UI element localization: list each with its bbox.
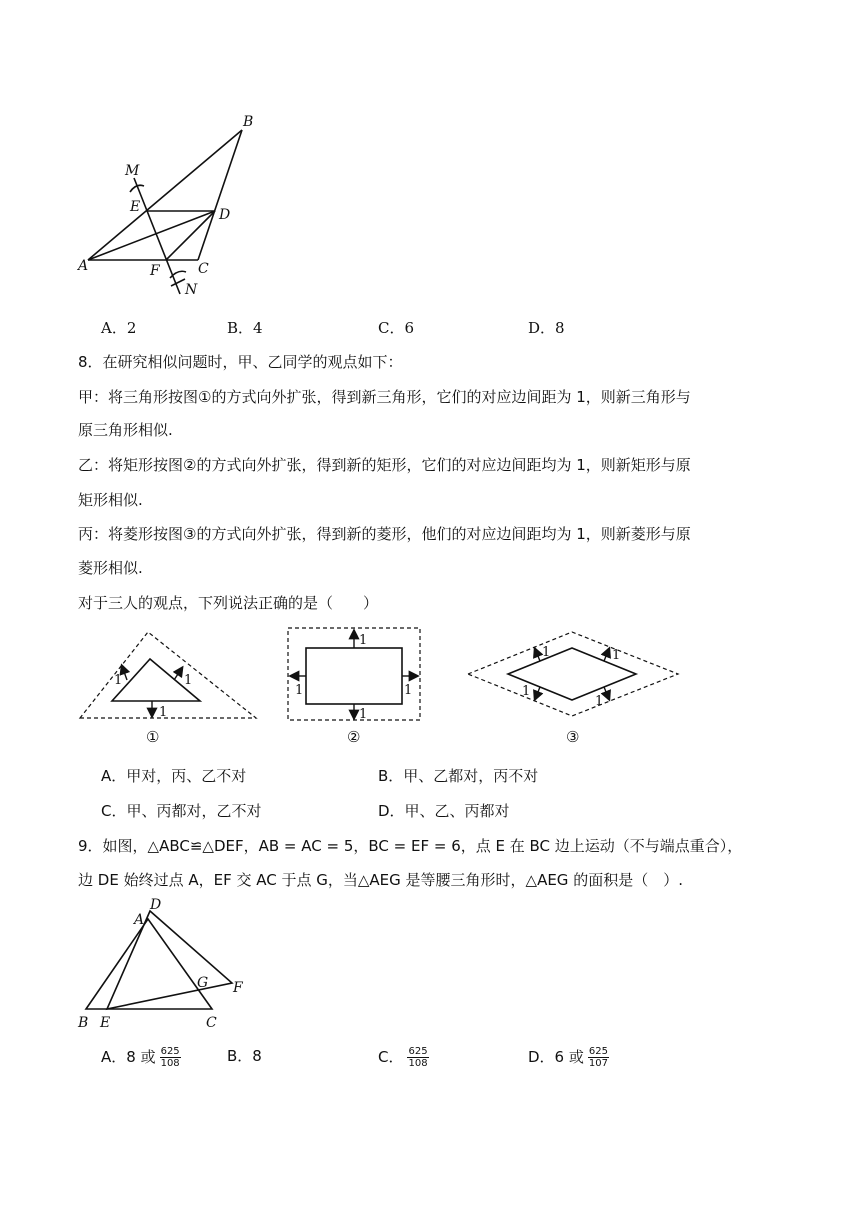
label-D: D [150, 897, 162, 913]
q8-jia-line1: 甲：将三角形按图①的方式向外扩张，得到新三角形，它们的对应边间距为 1，则新三角形与 [78, 388, 691, 406]
q9-option-c[interactable] [378, 1046, 429, 1069]
arc-mark-N2 [171, 279, 185, 286]
q9-option-a-fraction: $\frac{625}{108}$ [160, 1046, 180, 1069]
q9-line2: 边 DE 始终过点 A，EF 交 AC 于点 G，当△AEG 是等腰三角形时，△AEG 的面积是（ ）. [78, 871, 683, 889]
q9-figure [70, 893, 270, 1033]
label-A: A [134, 912, 145, 928]
svg-text:1: 1 [359, 707, 368, 722]
svg-text:1: 1 [522, 684, 531, 699]
svg-text:1: 1 [159, 705, 168, 720]
label-B: B [243, 114, 254, 130]
figure-2-label: ② [347, 728, 361, 746]
q7-option-a[interactable]: A．2 [101, 319, 137, 337]
label-E: E [130, 199, 141, 215]
label-A: A [78, 258, 89, 274]
q7-option-d[interactable]: D．8 [528, 319, 565, 337]
svg-text:1: 1 [404, 683, 413, 698]
figure-3-label: ③ [566, 728, 580, 746]
svg-text:1: 1 [114, 673, 123, 688]
q8-figures [70, 622, 710, 750]
q8-option-c[interactable]: C．甲、丙都对，乙不对 [101, 802, 262, 820]
svg-text:1: 1 [595, 694, 604, 709]
svg-text:1: 1 [612, 648, 621, 663]
label-N: N [185, 282, 198, 298]
segment-AB [88, 130, 242, 260]
triangle-DEF [107, 911, 232, 1009]
svg-text:1: 1 [359, 633, 368, 648]
q7-figure [70, 108, 270, 298]
label-C: C [206, 1015, 217, 1031]
label-M: M [125, 163, 140, 179]
q8-stem: 8．在研究相似问题时，甲、乙同学的观点如下： [78, 353, 403, 371]
q9-option-a[interactable] [101, 1046, 181, 1069]
q8-option-d[interactable]: D．甲、乙、丙都对 [378, 802, 510, 820]
label-G: G [197, 975, 209, 991]
svg-text:1: 1 [184, 673, 193, 688]
figure-rhombus [468, 632, 678, 716]
triangle-ABC [86, 919, 212, 1009]
figure-triangle [80, 632, 256, 720]
q9-option-c-prefix: C． [378, 1048, 404, 1066]
label-B: B [78, 1015, 89, 1031]
q8-jia-line2: 原三角形相似. [78, 421, 173, 439]
q9-option-b[interactable]: B．8 [227, 1047, 262, 1065]
svg-text:1: 1 [542, 645, 551, 660]
q7-option-b[interactable]: B．4 [227, 319, 263, 337]
figure-1-label: ① [146, 728, 160, 746]
label-F: F [150, 263, 160, 279]
q8-yi-line1: 乙：将矩形按图②的方式向外扩张，得到新的矩形，它们的对应边间距均为 1，则新矩形与原 [78, 456, 691, 474]
q9-option-d[interactable] [528, 1046, 609, 1069]
q9-option-d-fraction: $\frac{625}{107}$ [588, 1046, 608, 1069]
label-C: C [198, 261, 209, 277]
q8-option-a[interactable]: A．甲对，丙、乙不对 [101, 767, 247, 785]
segment-AD [88, 211, 215, 260]
q7-option-c[interactable]: C．6 [378, 319, 415, 337]
q9-option-c-fraction: $\frac{625}{108}$ [408, 1046, 428, 1069]
arc-mark-M [130, 185, 144, 192]
q9-option-a-prefix: A．8 或 [101, 1048, 156, 1066]
segment-FD [166, 211, 215, 260]
figure-rectangle [288, 628, 420, 722]
q8-bing-line2: 菱形相似. [78, 559, 143, 577]
q9-line1: 9．如图，△ABC≌△DEF，AB = AC = 5，BC = EF = 6，点 E 在 BC 边上运动（不与端点重合）， [78, 837, 743, 855]
label-F: F [233, 980, 243, 996]
q9-option-d-prefix: D．6 或 [528, 1048, 584, 1066]
q8-option-b[interactable]: B．甲、乙都对，丙不对 [378, 767, 539, 785]
q8-yi-line2: 矩形相似. [78, 491, 143, 509]
q8-question: 对于三人的观点，下列说法正确的是（ ） [78, 594, 379, 612]
label-D: D [219, 207, 231, 223]
label-E: E [100, 1015, 111, 1031]
q8-bing-line1: 丙：将菱形按图③的方式向外扩张，得到新的菱形，他们的对应边间距均为 1，则新菱形与原 [78, 525, 691, 543]
svg-text:1: 1 [295, 683, 304, 698]
